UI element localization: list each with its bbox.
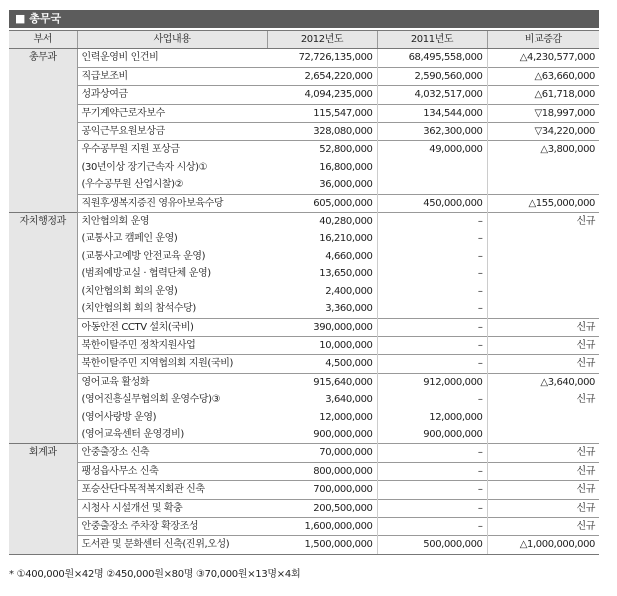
dept-cell — [9, 426, 77, 444]
item-cell: 북한이탈주민 지역협의회 지원(국비) — [77, 355, 267, 373]
amount-2012-cell: 13,650,000 — [319, 268, 373, 280]
amount-2011-cell: – — [377, 318, 487, 336]
item-cell: 팽성읍사무소 신축 — [77, 462, 267, 480]
table-body — [9, 49, 599, 554]
dept-cell: 총무과 — [9, 49, 77, 67]
item-cell: 안중출장소 신축 — [77, 444, 267, 462]
amount-2012-cell: 390,000,000 — [267, 318, 377, 336]
amount-2012-cell: 3,360,000 — [325, 303, 373, 315]
item-cell: (영어사랑방 운영) — [77, 409, 267, 426]
item-cell: 우수공무원 지원 포상금 — [77, 141, 267, 159]
diff-cell: △63,660,000 — [487, 67, 599, 85]
table-row — [9, 409, 599, 426]
amount-2012-cell: 2,400,000 — [325, 285, 373, 297]
table-row — [9, 176, 599, 194]
amount-2012-cell: 70,000,000 — [267, 444, 377, 462]
amount-2012-cell: 40,280,000 — [267, 213, 377, 231]
diff-cell: 신규 — [487, 336, 599, 354]
diff-cell: 신규 — [487, 213, 599, 231]
item-cell: (교통사고 캠페인 운영) — [77, 230, 267, 247]
dept-cell — [9, 481, 77, 499]
item-cell: (치안협의회 회의 참석수당) — [77, 300, 267, 318]
diff-cell — [487, 159, 599, 176]
table-row — [9, 536, 599, 554]
amount-2012-cell: 605,000,000 — [267, 194, 377, 212]
item-cell: 도서관 및 문화센터 신축(진위,오성) — [77, 536, 267, 554]
table-row — [9, 49, 599, 67]
amount-2011-cell: – — [377, 283, 487, 300]
amount-2012-cell: 4,660,000 — [325, 250, 373, 262]
diff-cell: △1,000,000,000 — [487, 536, 599, 554]
amount-2011-cell: – — [377, 444, 487, 462]
item-cell: 북한이탈주민 정착지원사업 — [77, 336, 267, 354]
diff-cell: 신규 — [487, 462, 599, 480]
amount-2011-cell: – — [377, 265, 487, 282]
dept-cell — [9, 159, 77, 176]
amount-2011-cell: 12,000,000 — [377, 409, 487, 426]
diff-cell: ▽34,220,000 — [487, 123, 599, 141]
amount-2011-cell — [377, 176, 487, 194]
header-diff: 비교증감 — [487, 31, 599, 49]
amount-2011-cell: – — [377, 499, 487, 517]
header-dept: 부서 — [9, 31, 77, 49]
amount-2011-cell: 2,590,560,000 — [377, 67, 487, 85]
dept-cell — [9, 336, 77, 354]
item-cell: 치안협의회 운영 — [77, 213, 267, 231]
table-header-row — [9, 31, 599, 49]
amount-2012-cell: 900,000,000 — [313, 428, 373, 440]
amount-2011-cell: – — [377, 481, 487, 499]
amount-2011-cell: – — [377, 355, 487, 373]
header-2011: 2011년도 — [377, 31, 487, 49]
diff-cell: 신규 — [487, 355, 599, 373]
amount-2012-cell: 700,000,000 — [267, 481, 377, 499]
header-2012: 2012년도 — [267, 31, 377, 49]
table-row — [9, 159, 599, 176]
item-cell: (우수공무원 산업시찰)② — [77, 176, 267, 194]
item-cell: 직급보조비 — [77, 67, 267, 85]
item-cell: 포승산단다목적복지회관 신축 — [77, 481, 267, 499]
amount-2011-cell: – — [377, 517, 487, 535]
amount-2011-cell: – — [377, 300, 487, 318]
amount-2011-cell: 362,300,000 — [377, 123, 487, 141]
table-row — [9, 373, 599, 391]
amount-2012-cell: 36,000,000 — [319, 179, 373, 191]
amount-2011-cell: 900,000,000 — [377, 426, 487, 444]
table-row — [9, 230, 599, 247]
item-cell: (치안협의회 회의 운영) — [77, 283, 267, 300]
item-cell: 인력운영비 인건비 — [77, 49, 267, 67]
amount-2011-cell: 68,495,558,000 — [377, 49, 487, 67]
item-cell: 무기계약근로자보수 — [77, 104, 267, 122]
dept-cell — [9, 318, 77, 336]
amount-2011-cell: 500,000,000 — [377, 536, 487, 554]
diff-cell — [487, 426, 599, 444]
table-row — [9, 300, 599, 318]
dept-cell — [9, 230, 77, 247]
diff-cell — [487, 283, 599, 300]
section-title: ■ 총무국 — [15, 12, 62, 25]
diff-cell — [487, 300, 599, 318]
table-row — [9, 318, 599, 336]
item-cell: (영어진흥실무협의회 운영수당)③ — [77, 391, 267, 408]
diff-cell: ▽18,997,000 — [487, 104, 599, 122]
dept-cell — [9, 104, 77, 122]
dept-cell — [9, 462, 77, 480]
amount-2012-cell: 4,094,235,000 — [267, 86, 377, 104]
dept-cell — [9, 517, 77, 535]
amount-2011-cell: 450,000,000 — [377, 194, 487, 212]
section-title-bar — [9, 10, 599, 28]
item-cell: 영어교육 활성화 — [77, 373, 267, 391]
amount-2012-cell: 12,000,000 — [319, 411, 373, 423]
amount-2011-cell: – — [377, 213, 487, 231]
table-row — [9, 517, 599, 535]
table-row — [9, 265, 599, 282]
amount-2012-cell: 10,000,000 — [267, 336, 377, 354]
item-cell: 직원후생복지증진 영유아보육수당 — [77, 194, 267, 212]
amount-2011-cell: – — [377, 336, 487, 354]
amount-2012-cell: 115,547,000 — [267, 104, 377, 122]
diff-cell — [487, 230, 599, 247]
diff-cell: △3,800,000 — [487, 141, 599, 159]
item-cell: 성과상여금 — [77, 86, 267, 104]
dept-cell — [9, 248, 77, 265]
amount-2011-cell: 134,544,000 — [377, 104, 487, 122]
table-row — [9, 67, 599, 85]
table-row — [9, 462, 599, 480]
table-row — [9, 104, 599, 122]
amount-2012-cell: 52,800,000 — [267, 141, 377, 159]
dept-cell — [9, 176, 77, 194]
table-row — [9, 213, 599, 231]
amount-2011-cell: – — [377, 248, 487, 265]
amount-2012-cell: 915,640,000 — [267, 373, 377, 391]
table-row — [9, 444, 599, 462]
footnote: * ①400,000원×42명 ②450,000원×80명 ③70,000원×13명×4회 — [9, 569, 301, 580]
amount-2011-cell: 49,000,000 — [377, 141, 487, 159]
diff-cell — [487, 248, 599, 265]
table-row — [9, 391, 599, 408]
item-cell: 안중출장소 주차장 확장조성 — [77, 517, 267, 535]
dept-cell — [9, 67, 77, 85]
dept-cell — [9, 409, 77, 426]
amount-2011-cell: 912,000,000 — [377, 373, 487, 391]
table-row — [9, 248, 599, 265]
amount-2012-cell: 200,500,000 — [267, 499, 377, 517]
dept-cell — [9, 194, 77, 212]
diff-cell: △3,640,000 — [487, 373, 599, 391]
diff-cell: △61,718,000 — [487, 86, 599, 104]
dept-cell — [9, 141, 77, 159]
dept-cell — [9, 123, 77, 141]
table-row — [9, 499, 599, 517]
amount-2012-cell: 328,080,000 — [267, 123, 377, 141]
amount-2012-cell: 16,800,000 — [319, 161, 373, 173]
diff-cell — [487, 176, 599, 194]
amount-2012-cell: 16,210,000 — [319, 233, 373, 245]
item-cell: 시청사 시설개선 및 확충 — [77, 499, 267, 517]
item-cell: 아동안전 CCTV 설치(국비) — [77, 318, 267, 336]
table-row — [9, 123, 599, 141]
amount-2012-cell: 800,000,000 — [267, 462, 377, 480]
amount-2011-cell: – — [377, 391, 487, 408]
diff-cell — [487, 409, 599, 426]
diff-cell: 신규 — [487, 517, 599, 535]
item-cell: (30년이상 장기근속자 시상)① — [77, 159, 267, 176]
item-cell: (영어교육센터 운영경비) — [77, 426, 267, 444]
dept-cell — [9, 355, 77, 373]
header-item: 사업내용 — [77, 31, 267, 49]
dept-cell — [9, 391, 77, 408]
budget-table — [9, 30, 599, 555]
dept-cell — [9, 536, 77, 554]
diff-cell — [487, 265, 599, 282]
table-row — [9, 355, 599, 373]
amount-2012-cell: 4,500,000 — [267, 355, 377, 373]
table-row — [9, 336, 599, 354]
dept-cell — [9, 86, 77, 104]
table-row — [9, 426, 599, 444]
amount-2012-cell: 1,600,000,000 — [267, 517, 377, 535]
table-row — [9, 194, 599, 212]
amount-2011-cell: – — [377, 462, 487, 480]
item-cell: (교통사고예방 안전교육 운영) — [77, 248, 267, 265]
amount-2011-cell: 4,032,517,000 — [377, 86, 487, 104]
amount-2012-cell: 1,500,000,000 — [267, 536, 377, 554]
diff-cell: 신규 — [487, 318, 599, 336]
amount-2011-cell — [377, 159, 487, 176]
diff-cell: 신규 — [487, 391, 599, 408]
item-cell: (범죄예방교실 · 협력단체 운영) — [77, 265, 267, 282]
amount-2012-cell: 2,654,220,000 — [267, 67, 377, 85]
diff-cell: 신규 — [487, 499, 599, 517]
item-cell: 공익근무요원보상금 — [77, 123, 267, 141]
table-row — [9, 283, 599, 300]
dept-cell: 자치행정과 — [9, 213, 77, 231]
dept-cell — [9, 499, 77, 517]
amount-2011-cell: – — [377, 230, 487, 247]
dept-cell — [9, 300, 77, 318]
amount-2012-cell: 3,640,000 — [325, 394, 373, 406]
diff-cell: 신규 — [487, 444, 599, 462]
diff-cell: △4,230,577,000 — [487, 49, 599, 67]
dept-cell — [9, 283, 77, 300]
dept-cell: 회계과 — [9, 444, 77, 462]
dept-cell — [9, 265, 77, 282]
table-row — [9, 481, 599, 499]
diff-cell: 신규 — [487, 481, 599, 499]
amount-2012-cell: 72,726,135,000 — [267, 49, 377, 67]
dept-cell — [9, 373, 77, 391]
diff-cell: △155,000,000 — [487, 194, 599, 212]
table-row — [9, 86, 599, 104]
table-row — [9, 141, 599, 159]
